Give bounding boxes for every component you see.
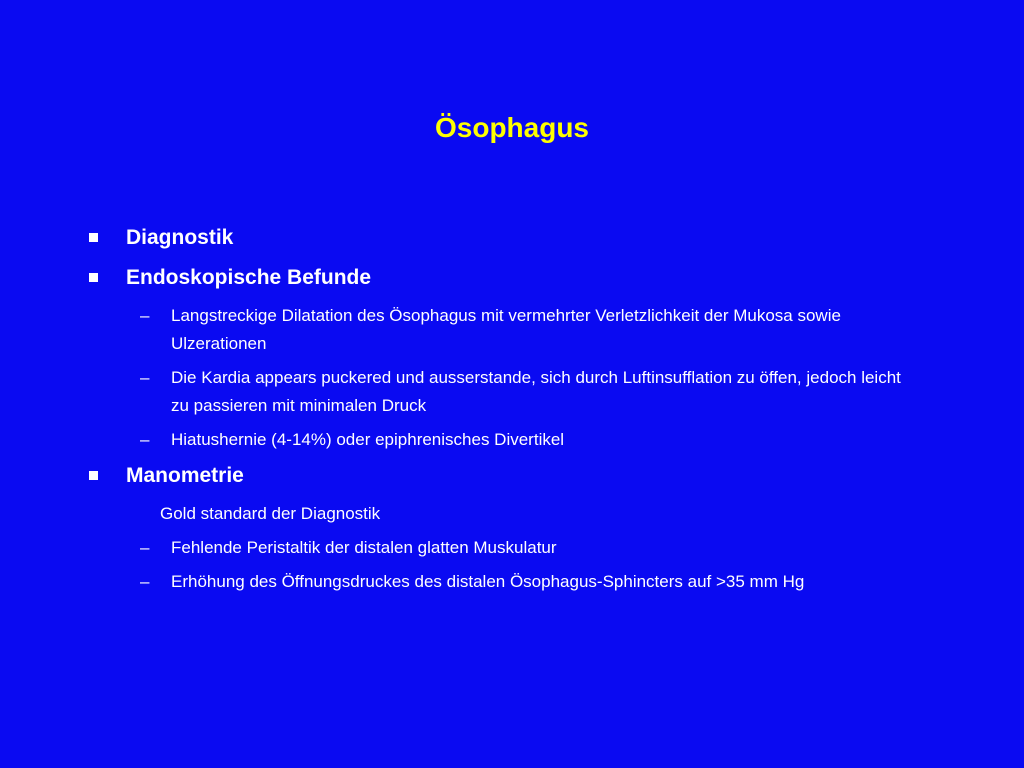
sub-item (0, 426, 1024, 454)
bullet-text: Endoskopische Befunde (126, 266, 372, 289)
bullet-item-endoskopische-befunde (0, 262, 1024, 294)
bullet-item-diagnostik (0, 222, 1024, 254)
sub-item-text: Erhöhung des Öffnungsdruckes des distalen Ösophagus-Sphincters auf >35 mm Hg (171, 572, 805, 591)
sub-item-text: Langstreckige Dilatation des Ösophagus mit vermehrter Verletzlichkeit der Mukosa sowie Ulzerationen (171, 306, 841, 353)
bullet-item-manometrie (0, 460, 1024, 492)
square-bullet-icon (89, 273, 98, 282)
sub-item-text: Fehlende Peristaltik der distalen glatten Muskulatur (171, 538, 557, 557)
sub-item (0, 364, 1024, 420)
manometrie-note: Gold standard der Diagnostik (160, 504, 381, 523)
dash-bullet-icon: – (140, 538, 150, 557)
sub-item (0, 568, 1024, 596)
sub-item-text: Hiatushernie (4-14%) oder epiphrenisches Divertikel (171, 430, 565, 449)
sub-item-text: Die Kardia appears puckered und ausserstande, sich durch Luftinsufflation zu öffen, jedoch leicht zu passieren mit minimalen Druck (171, 368, 901, 415)
dash-bullet-icon: – (140, 430, 150, 449)
dash-bullet-icon: – (140, 572, 150, 591)
square-bullet-icon (89, 233, 98, 242)
slide-title: Ösophagus (434, 112, 589, 143)
sub-item (0, 302, 1024, 358)
dash-bullet-icon: – (140, 306, 150, 325)
dash-bullet-icon: – (140, 368, 150, 387)
slide-content (0, 222, 1024, 602)
bullet-text: Diagnostik (126, 226, 234, 249)
square-bullet-icon (89, 471, 98, 480)
bullet-text: Manometrie (126, 464, 244, 487)
sub-item (0, 534, 1024, 562)
